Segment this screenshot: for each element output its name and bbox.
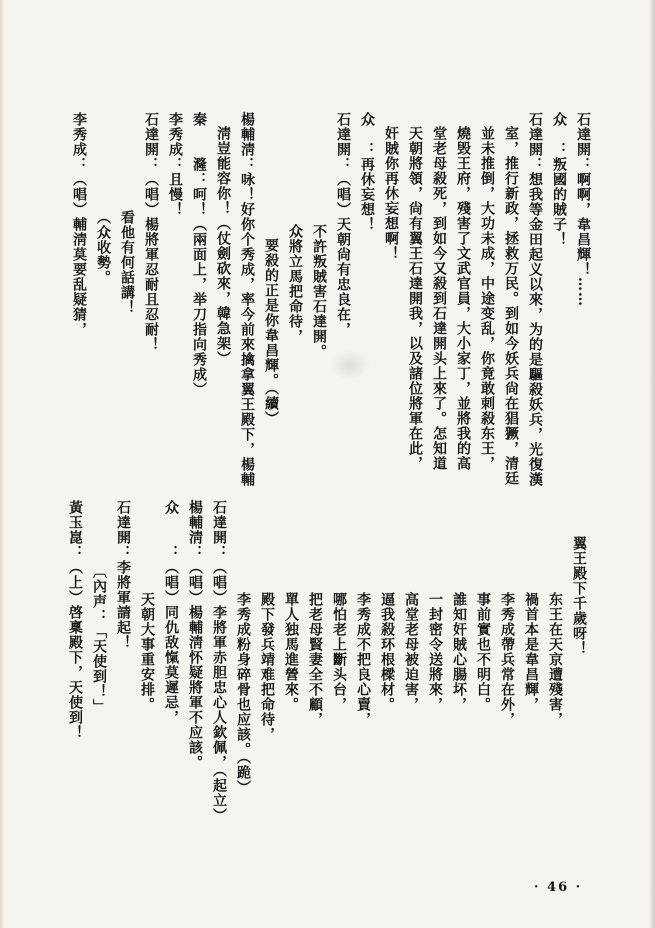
text-column: 楊輔淸：咏！好你个秀成，率今前來擒拿翼王殿下，楊輔 [239,112,255,487]
text-column: 天朝將領，尙有翼王石達開我，以及諸位將軍在此， [407,126,423,471]
scan-shadow-left [0,0,4,928]
page-number: · 46 · [534,880,583,895]
text-column: 东王在天京遭殘害， [547,592,563,727]
scan-shadow-right [649,0,655,928]
text-column: 殿下發兵靖难把命待， [259,592,275,742]
text-column: 天朝大事重安排。 [139,592,155,712]
text-column: 〔內声：「天使到！」 [91,564,107,714]
text-column: 李秀成：（唱）輔淸莫要乱疑猜， [71,112,87,337]
ink-smudge [330,350,370,380]
text-column: 石達開：（唱）楊將軍忍耐且忍耐！ [143,112,159,352]
text-column: 众 ：（唱）同仇敌愾莫遲忌， [163,500,179,725]
text-column: 不許叛賊害石達開。 [311,224,327,359]
text-column: 李秀成粉身碎骨也应該。（跪） [235,592,251,795]
text-column: 看他有何話講！ [119,210,135,315]
text-column: 众 ：叛國的賊子！ [551,112,567,247]
text-column: 石達開：（唱）天朝尙有忠良在， [335,112,351,337]
text-column: 高堂老母被迫害， [403,592,419,712]
text-column: 並未推倒，大功未成，中途变乱，你竟敢刺殺东王， [479,126,495,471]
text-column: 石達開：（唱）李將軍赤胆忠心人欽佩，（起立） [211,500,227,823]
text-column: 一封密令送將來， [427,592,443,712]
text-column: 室，推行新政，拯救万民。到如今妖兵尙在猖獗，清廷 [503,126,519,486]
text-column: （众收勢。 [95,210,111,285]
text-column: 逼我殺环根樑材。 [379,592,395,712]
text-column: 淸豈能容你！（仗劍砍來，韓急架） [215,126,231,366]
text-column: 燒毁王府，殘害了文武官員，大小家丁，並將我的高 [455,126,471,471]
text-column: 秦 漋：呵！（兩面上，举刀指向秀成） [191,112,207,397]
text-column: 奸賊你再休妄想啊！ [383,126,399,261]
text-column: 众 ：再休妄想！ [359,112,375,232]
text-column: 黃玉崑：（上）啓稟殿下，天使到！ [67,500,83,740]
text-column: 李秀成帶兵常在外， [499,592,515,727]
text-column: 石達開：想我等金田起义以來，为的是驅殺妖兵，光復漢 [527,112,543,487]
text-column: 誰知奸賊心腸坏， [451,592,467,712]
text-column: 楊輔淸：（唱）楊輔淸怀疑將軍不应該。 [187,500,203,770]
text-column: 李秀成不把良心賣， [355,592,371,727]
text-column: 石達開：啊啊，韋昌輝！…… [575,112,591,307]
text-column: 禍首本是韋昌輝， [523,592,539,712]
text-column: 翼王殿下千歲呀！ [571,536,587,656]
text-column: 要殺的正是你韋昌輝。（續） [263,238,279,426]
text-column: 單人独馬進營來。 [283,592,299,712]
text-column: 堂老母殺死，到如今又殺到石達開头上來了。怎知道 [431,126,447,471]
text-column: 李秀成：且慢！ [167,112,183,217]
text-column: 把老母賢妻全不顧， [307,592,323,727]
text-column: 众將立馬把命待， [287,224,303,344]
text-column: 石達開：李將軍請起！ [115,500,131,650]
text-column: 哪怕老上斷头台， [331,592,347,712]
text-column: 事前實也不明白。 [475,592,491,712]
